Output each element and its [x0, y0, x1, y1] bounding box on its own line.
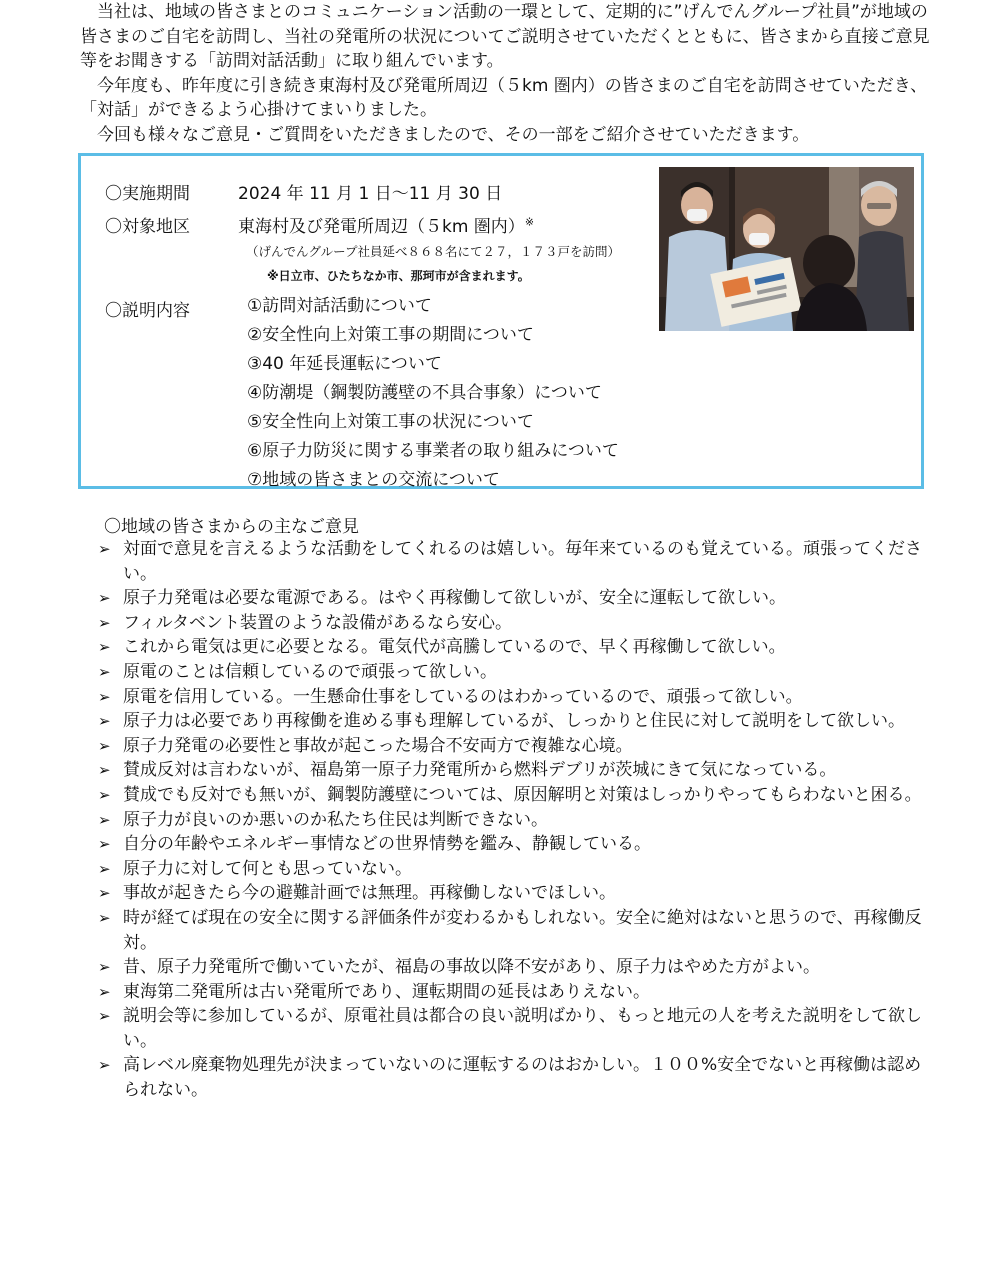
opinion-item	[98, 1004, 938, 1053]
opinion-item	[98, 635, 938, 660]
opinion-item	[98, 783, 938, 808]
intro-paragraph: 今回も様々なご意見・ご質問をいただきましたので、その一部をご紹介させていただきます。	[97, 124, 810, 145]
opinion-text: 事故が起きたら今の避難計画では無理。再稼働しないでほしい。	[123, 883, 616, 904]
opinion-item	[98, 881, 938, 906]
period-label: 〇実施期間	[105, 184, 190, 204]
opinion-item	[98, 1053, 938, 1102]
arrow-bullet-icon: ➢	[98, 958, 111, 977]
opinion-text: 原子力発電は必要な電源である。はやく再稼働して欲しいが、安全に運転して欲しい。	[123, 588, 786, 609]
arrow-bullet-icon: ➢	[98, 761, 111, 780]
arrow-bullet-icon: ➢	[98, 662, 111, 681]
opinion-text: 原子力発電の必要性と事故が起こった場合不安両方で複雑な心境。	[123, 735, 633, 756]
opinion-text: 原子力に対して何とも思っていない。	[123, 858, 412, 879]
opinion-text: 原電のことは信頼しているので頑張って欲しい。	[123, 661, 497, 682]
opinion-text: 賛成反対は言わないが、福島第一原子力発電所から燃料デブリが茨城にきて気になっている。	[123, 760, 837, 781]
content-item: ⑥原子力防災に関する事業者の取り組みについて	[247, 441, 619, 461]
opinion-text: 自分の年齢やエネルギー事情などの世界情勢を鑑み、静観している。	[123, 834, 652, 855]
arrow-bullet-icon: ➢	[98, 687, 111, 706]
opinion-text: 説明会等に参加しているが、原電社員は都合の良い説明ばかり、もっと地元の人を考えた説明をして欲しい。	[123, 1006, 922, 1051]
arrow-bullet-icon: ➢	[98, 810, 111, 829]
opinion-text: 対面で意見を言えるような活動をしてくれるのは嬉しい。毎年来ているのも覚えている。頑張ってください。	[123, 539, 922, 584]
arrow-bullet-icon: ➢	[98, 638, 111, 657]
opinion-text: 高レベル廃棄物処理先が決まっていないのに運転するのはおかしい。１００%安全でないと再稼働は認められない。	[123, 1055, 922, 1101]
area-value: 東海村及び発電所周辺（５km 圏内）	[238, 217, 525, 237]
opinion-item	[98, 955, 938, 980]
intro-paragraph: 当社は、地域の皆さまとのコミュニケーション活動の一環として、定期的に”げんでんグループ社員”が地域の皆さまのご自宅を訪問し、当社の発電所の状況についてご説明させていただくとともに、皆さまから直接ご意見等をお聞きする「訪問対話活動」に取り組んでいます。	[80, 2, 930, 71]
content-item: ②安全性向上対策工事の期間について	[247, 325, 534, 345]
opinion-item	[98, 758, 938, 783]
opinion-text: これから電気は更に必要となる。電気代が高騰しているので、早く再稼働して欲しい。	[123, 637, 786, 658]
opinion-text: 原子力が良いのか悪いのか私たち住民は判断できない。	[123, 809, 548, 830]
opinion-item	[98, 808, 938, 833]
arrow-bullet-icon: ➢	[98, 859, 111, 878]
arrow-bullet-icon: ➢	[98, 884, 111, 903]
arrow-bullet-icon: ➢	[98, 1056, 111, 1075]
opinions-title: 〇地域の皆さまからの主なご意見	[104, 517, 359, 537]
opinion-text: 時が経てば現在の安全に関する評価条件が変わるかもしれない。安全に絶対はないと思うので、再稼働反対。	[123, 907, 922, 953]
arrow-bullet-icon: ➢	[98, 589, 111, 608]
opinion-item	[98, 980, 938, 1005]
content-item: ⑦地域の皆さまとの交流について	[247, 470, 500, 490]
arrow-bullet-icon: ➢	[98, 982, 111, 1001]
opinion-item	[98, 660, 938, 685]
opinion-item	[98, 685, 938, 710]
area-footnote-mark: ※	[524, 215, 535, 229]
opinion-text: 原子力は必要であり再稼働を進める事も理解しているが、しっかりと住民に対して説明をして欲しい。	[123, 711, 905, 732]
opinion-text: 東海第二発電所は古い発電所であり、運転期間の延長はありえない。	[123, 981, 650, 1002]
content-item: ④防潮堤（鋼製防護壁の不具合事象）について	[247, 383, 602, 403]
arrow-bullet-icon: ➢	[98, 908, 111, 927]
activity-info-box	[78, 153, 924, 489]
content-list	[247, 292, 619, 495]
visit-photo-illustration	[659, 167, 914, 331]
opinions-list	[98, 537, 938, 1103]
arrow-bullet-icon: ➢	[98, 1007, 111, 1026]
area-label: 〇対象地区	[105, 217, 190, 237]
arrow-bullet-icon: ➢	[98, 613, 111, 632]
opinion-text: 昔、原子力発電所で働いていたが、福島の事故以降不安があり、原子力はやめた方がよい。	[123, 957, 820, 978]
intro-paragraph: 今年度も、昨年度に引き続き東海村及び発電所周辺（５km 圏内）の皆さまのご自宅を訪問させていただき、「対話」ができるよう心掛けてまいりました。	[80, 75, 928, 120]
opinion-item	[98, 709, 938, 734]
arrow-bullet-icon: ➢	[98, 540, 111, 558]
opinion-item	[98, 586, 938, 611]
opinion-item	[98, 857, 938, 882]
arrow-bullet-icon: ➢	[98, 736, 111, 755]
intro-text	[80, 0, 940, 147]
content-item: ⑤安全性向上対策工事の状況について	[247, 412, 534, 432]
area-value-wrap	[238, 212, 534, 237]
visit-photo	[659, 167, 914, 331]
area-visit-note: （げんでんグループ社員延べ８６８名にて２７，１７３戸を訪問）	[246, 244, 621, 259]
arrow-bullet-icon: ➢	[98, 712, 111, 731]
opinion-item	[98, 906, 938, 955]
opinion-text: 原電を信用している。一生懸命仕事をしているのはわかっているので、頑張って欲しい。	[123, 686, 803, 707]
opinion-item	[98, 734, 938, 759]
arrow-bullet-icon: ➢	[98, 835, 111, 854]
opinion-text: 賛成でも反対でも無いが、鋼製防護壁については、原因解明と対策はしっかりやってもらわないと困る。	[123, 784, 922, 805]
opinion-item	[98, 537, 938, 586]
opinion-item	[98, 611, 938, 636]
content-item: ①訪問対話活動について	[247, 296, 432, 316]
area-footnote: ※日立市、ひたちなか市、那珂市が含まれます。	[267, 269, 530, 283]
opinion-text: フィルタベント装置のような設備があるなら安心。	[123, 612, 512, 633]
period-value: 2024 年 11 月 1 日～11 月 30 日	[238, 184, 503, 204]
content-label: 〇説明内容	[105, 301, 190, 321]
opinion-item	[98, 832, 938, 857]
content-item: ③40 年延長運転について	[247, 354, 442, 374]
arrow-bullet-icon: ➢	[98, 785, 111, 804]
